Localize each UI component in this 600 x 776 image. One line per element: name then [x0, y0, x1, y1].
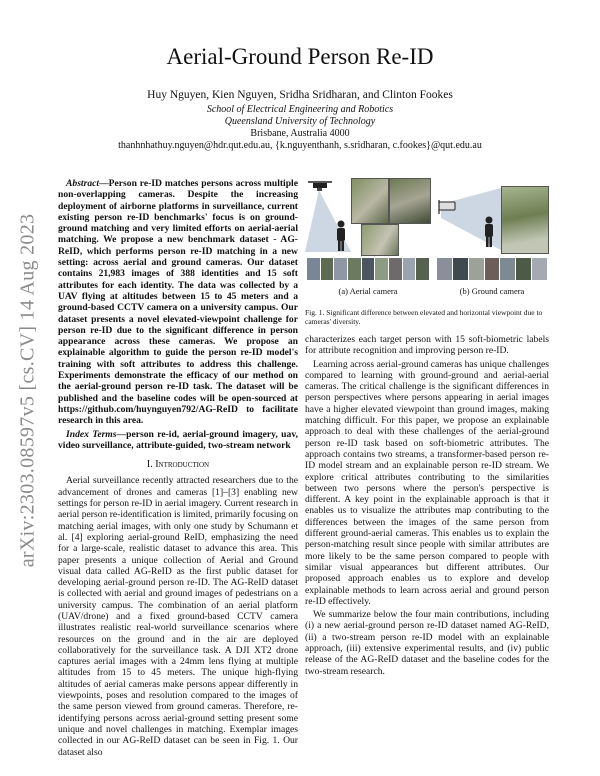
intro-paragraph-3: We summarize below the four main contributions, including (i) a new aerial-ground person re-ID dataset named AG-ReID, (ii) a two-stream person re-ID model with an explainable approach, (iii) extensive experimental results, and (iv) public release of the AG-ReID dataset and the baseline codes for the two-stream research. [305, 609, 549, 677]
ground-photo [501, 186, 549, 254]
left-column [58, 178, 298, 760]
arxiv-stamp [6, 160, 50, 620]
affiliation-location: Brisbane, Australia 4000 [250, 128, 350, 139]
intro-paragraph-1-continued: characterizes each target person with 15 soft-biometric labels for attribute recognition and improving person re-ID. [305, 334, 549, 357]
subcaption-ground: (b) Ground camera [459, 286, 525, 296]
aerial-photo-top-left [351, 178, 389, 224]
ground-person-crops [437, 258, 547, 280]
figure-1-caption: Fig. 1. Significant difference between elevated and horizontal viewpoint due to cameras' diversity. [305, 308, 543, 326]
arxiv-id: arXiv:2303.08597v5 [cs.CV] 14 Aug 2023 [16, 213, 39, 567]
affiliation-university: Queensland University of Technology [224, 116, 376, 127]
abstract-label: Abstract [66, 178, 100, 189]
abstract [58, 178, 298, 427]
subcaption-aerial: (a) Aerial camera [338, 286, 398, 296]
index-terms-text: —person re-id, aerial-ground imagery, uav, video surveillance, attribute-guided, two-stream network [58, 428, 298, 451]
abstract-text: —Person re-ID matches persons across multiple non-overlapping cameras. Despite the increasing deployment of airborne platforms in surveillance, current existing person re-ID benchmarks' focus is on ground-ground matching and very limited efforts on aerial-aerial matching. We propose a new benchmark dataset - AG-ReID, which performs person re-ID matching in a new setting: across aerial and ground cameras. Our dataset contains 21,983 images of 388 identities and 15 soft attributes for each identity. The data was collected by a UAV flying at altitudes between 15 to 45 meters and a ground-based CCTV camera on a university campus. Our dataset presents a novel elevated-viewpoint challenge for person re-ID due to the significant difference in person appearance across these cameras. We propose an explainable algorithm to guide the person re-ID model's training with soft attributes to address this challenge. Experiments demonstrate the efficacy of our method on the aerial-ground person re-ID task. The dataset will be published and the baseline codes will be open-sourced at https://github.com/huynguyen792/AG-ReID to facilitate research in this area. [58, 178, 298, 427]
aerial-person-crops [307, 258, 429, 280]
author-emails: thanhnhathuy.nguyen@hdr.qut.edu.au, {k.nguyenthanh, s.sridharan, c.fookes}@qut.edu.au [118, 140, 482, 151]
aerial-photo-middle [361, 224, 399, 256]
aerial-view-cone [305, 190, 351, 252]
section-heading-introduction: I. Introduction [146, 459, 210, 471]
index-terms-label: Index Terms [66, 428, 117, 440]
intro-paragraph-2: Learning across aerial-ground cameras has unique challenges compared to learning with ground-ground and aerial-aerial cameras. The critical challenge is the significant differences in person perspectives where persons appearing in aerial images have a higher elevated viewpoint than ground images, making matching difficult. For this paper, we propose an explainable approach to deal with these challenges of the aerial-ground person re-ID task based on soft-biometric attributes. The approach contains two streams, a transformer-based person re-ID model stream and an explainable person re-ID stream. We explore critical attributes contributing to the similarities between two persons where the person's perspective is different. A key point in the explainable approach is that it enables us to visualize the attributes map contributing to the differences between the images of the same person from different ground-aerial cameras. This enables us to explain the person-matching result since people with similar attributes are more likely to be the same person compared to people with similar visual appearances but different attributes. Our proposed approach enables us to explore and develop explainable methods to learn across aerial and ground person re-ID effectively. [305, 358, 549, 607]
aerial-photo-top-right [389, 178, 431, 224]
author-names: Huy Nguyen, Kien Nguyen, Sridha Sridharan, and Clinton Fookes [147, 89, 453, 101]
figure-1 [305, 178, 549, 308]
figure-panel-aerial [305, 178, 431, 298]
drone-icon [308, 182, 332, 191]
intro-paragraph-1: Aerial surveillance recently attracted researchers due to the advancement of drones and cameras [1]–[3] enabling new settings for person re-ID in aerial imagery. Current research in aerial person re-identification is limited, primarily focusing on matching aerial images, with only one study by Schumann et al. [4] exploring aerial-ground ReID, emphasizing the need for a large-scale, realistic dataset to advance this area. This paper presents a unique collection of Aerial and Ground visual data called AG-ReID as the first public dataset for developing aerial-ground person re-ID. The AG-ReID dataset is collected with aerial and ground images of pedestrians on a university campus. The combination of an aerial platform (UAV/drone) and a fixed ground-based CCTV camera illustrates realistic real-world surveillance scenarios where resources on the ground and in the air are deployed collaboratively for the surveillance task. A DJI XT2 drone captures aerial images with a 24mm lens flying at multiple altitudes from 15 to 45 meters. The unique high-flying altitudes of aerial cameras make persons appear differently in viewpoints, poses and resolution compared to the images of the same person viewed from ground cameras. Therefore, re-identifying persons across aerial-ground setting present some unique and novel challenges in matching. Exemplar images collected in our AG-ReID dataset can be seen in Fig. 1. Our dataset also [58, 475, 298, 758]
author-block [50, 88, 550, 152]
figure-panel-ground [435, 178, 549, 298]
right-column [305, 334, 549, 679]
paper-title: Aerial-Ground Person Re-ID [166, 44, 434, 69]
index-terms [58, 429, 298, 452]
affiliation-school: School of Electrical Engineering and Robotics [206, 104, 394, 115]
